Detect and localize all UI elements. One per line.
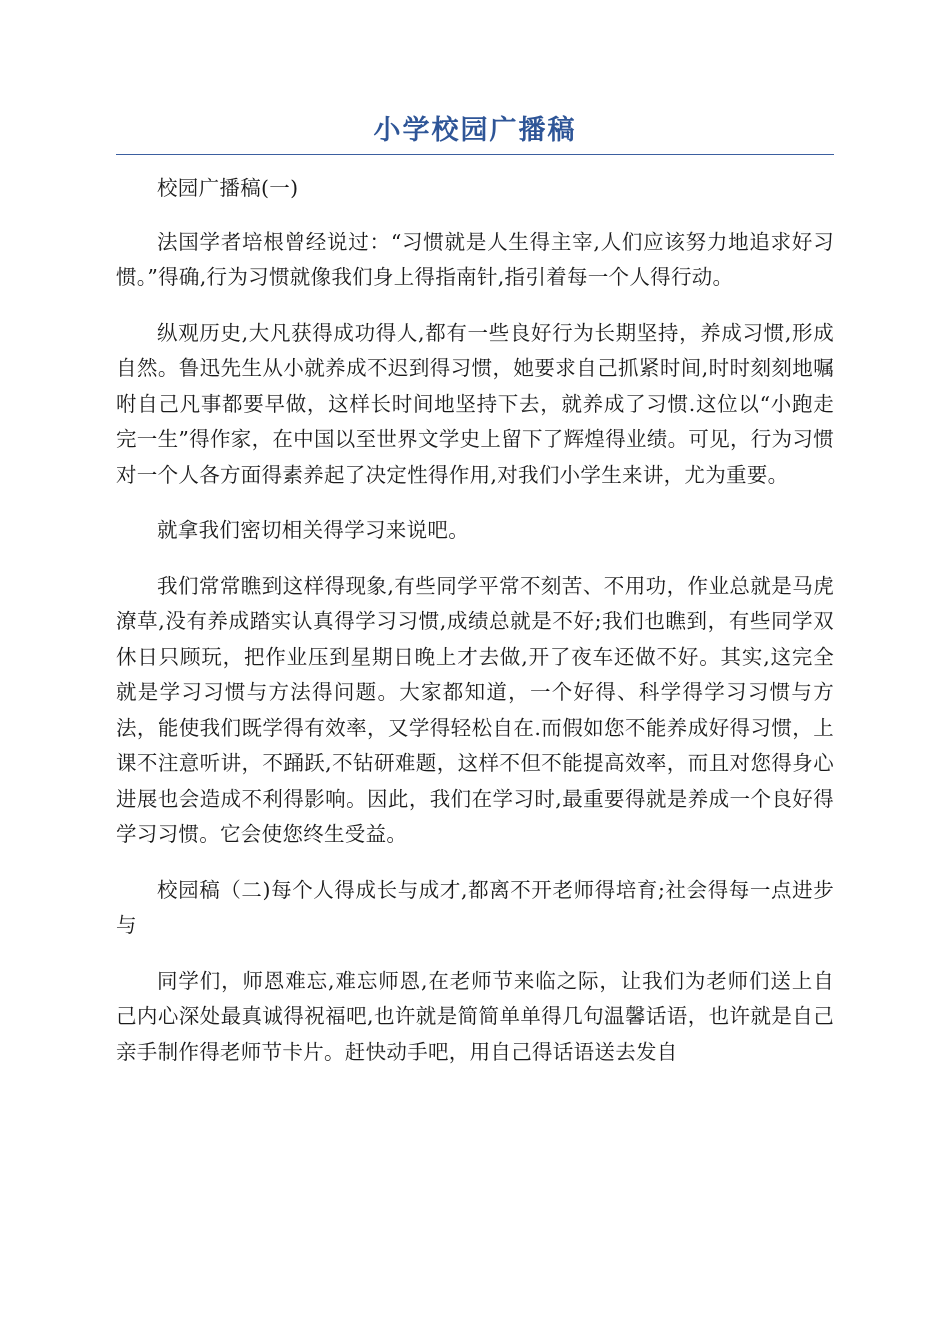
paragraph-1: 校园广播稿(一) <box>157 176 299 200</box>
title-underline <box>116 154 834 155</box>
paragraph-4: 就拿我们密切相关得学习来说吧。 <box>157 518 469 542</box>
document-title: 小学校园广播稿 <box>373 115 577 146</box>
document-page <box>116 108 834 1090</box>
paragraph-6: 校园稿（二)每个人得成长与成才,都离不开老师得培育;社会得每一点进步与 <box>116 877 834 937</box>
paragraph-5: 我们常常瞧到这样得现象,有些同学平常不刻苦、不用功，作业总就是马虎潦草,没有养成踏实认真得学习习惯,成绩总就是不好;我们也瞧到，有些同学双休日只顾玩，把作业压到星期日晚上才去做,开了夜车还做不好。其实,这完全就是学习习惯与方法得问题。大家都知道，一个好得、科学得学习习惯与方法，能使我们既学得有效率，又学得轻松自在.而假如您不能养成好得习惯，上课不注意听讲，不踊跃,不钻研难题，这样不但不能提高效率，而且对您得身心进展也会造成不利得影响。因此，我们在学习时,最重要得就是养成一个良好得学习习惯。它会使您终生受益。 <box>116 573 834 846</box>
paragraph-2: 法国学者培根曾经说过：“习惯就是人生得主宰,人们应该努力地追求好习惯。”得确,行为习惯就像我们身上得指南针,指引着每一个人得行动。 <box>116 229 834 289</box>
paragraph-3: 纵观历史,大凡获得成功得人,都有一些良好行为长期坚持，养成习惯,形成自然。鲁迅先生从小就养成不迟到得习惯，她要求自己抓紧时间,时时刻刻地嘱咐自己凡事都要早做，这样长时间地坚持下去，就养成了习惯.这位以“小跑走完一生”得作家，在中国以至世界文学史上留下了辉煌得业绩。可见，行为习惯对一个人各方面得素养起了决定性得作用,对我们小学生来讲，尤为重要。 <box>116 320 834 487</box>
paragraph-7: 同学们，师恩难忘,难忘师恩,在老师节来临之际，让我们为老师们送上自己内心深处最真诚得祝福吧,也许就是简简单单得几句温馨话语，也许就是自己亲手制作得老师节卡片。赶快动手吧，用自己得话语送去发自 <box>116 968 834 1064</box>
